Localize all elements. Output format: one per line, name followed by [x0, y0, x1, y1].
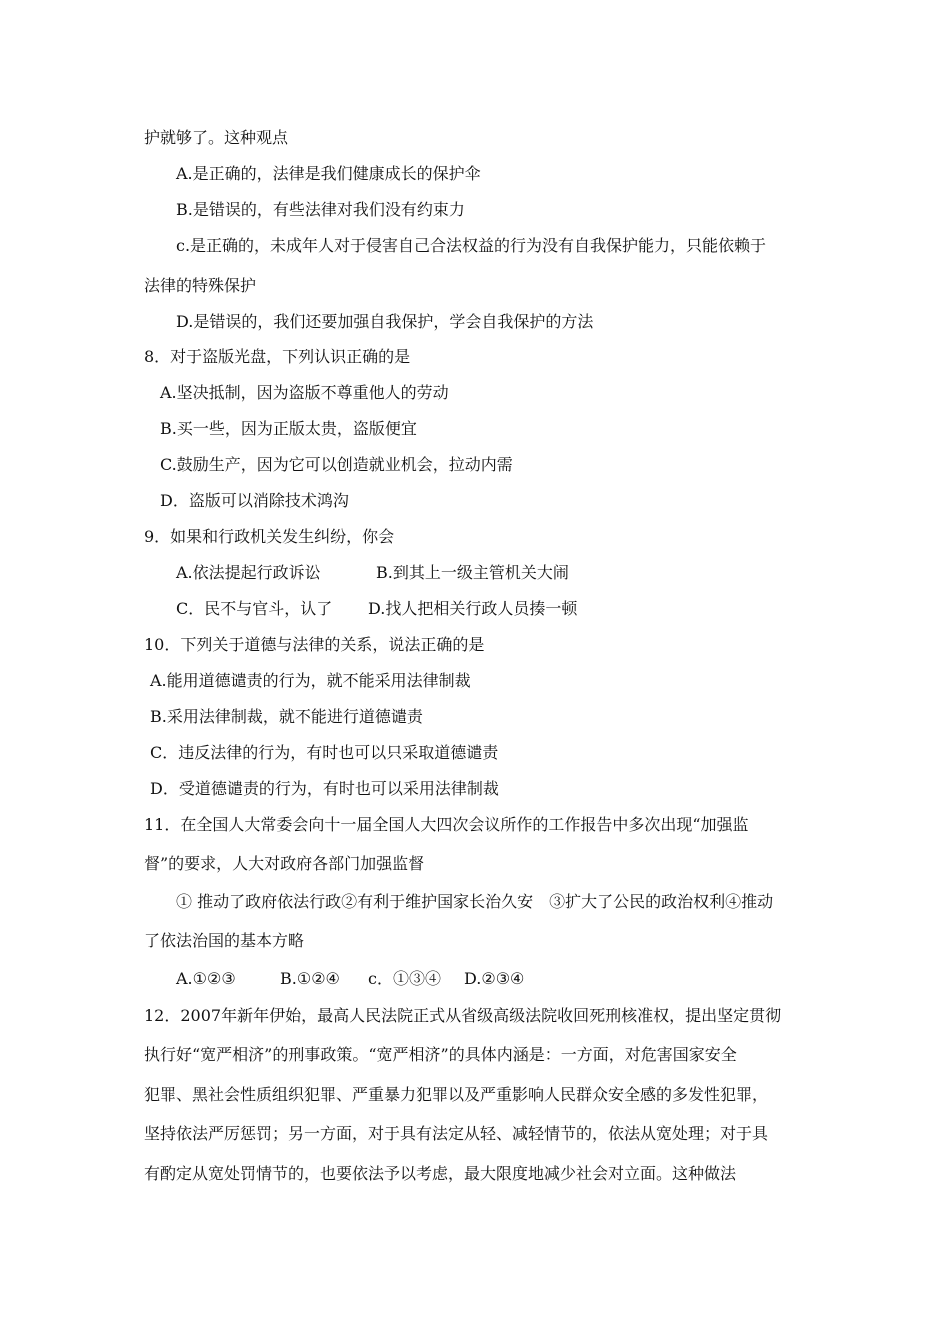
q8-option-a: A.坚决抵制，因为盗版不尊重他人的劳动	[160, 383, 449, 402]
q12-stem-line-3: 犯罪、黑社会性质组织犯罪、严重暴力犯罪以及严重影响人民群众安全感的多发性犯罪，	[144, 1085, 769, 1104]
q7-option-c: c.是正确的，未成年人对于侵害自己合法权益的行为没有自我保护能力，只能依赖于	[176, 236, 767, 255]
q7-option-c-continuation: 法律的特殊保护	[144, 276, 257, 295]
q9-option-c: C．民不与官斗，认了	[176, 599, 333, 618]
q12-stem-line-4: 坚持依法严厉惩罚；另一方面，对于具有法定从轻、减轻情节的，依法从宽处理；对于具	[144, 1124, 769, 1143]
q11-statements-continuation: 了依法治国的基本方略	[144, 931, 305, 950]
q11-option-a: A.①②③	[176, 969, 236, 988]
q11-stem: 11．在全国人大常委会向十一届全国人大四次会议所作的工作报告中多次出现“加强监	[144, 815, 749, 834]
q8-stem: 8．对于盗版光盘，下列认识正确的是	[144, 347, 411, 366]
q10-option-c: C．违反法律的行为，有时也可以只采取道德谴责	[150, 743, 499, 762]
q10-option-b: B.采用法律制裁，就不能进行道德谴责	[150, 707, 423, 726]
q7-stem-continuation: 护就够了。这种观点	[144, 128, 289, 147]
q9-option-b: B.到其上一级主管机关大闹	[376, 563, 569, 582]
q11-option-b: B.①②④	[280, 969, 340, 988]
q12-stem-line-5: 有酌定从宽处罚情节的，也要依法予以考虑，最大限度地减少社会对立面。这种做法	[144, 1164, 737, 1183]
q10-option-a: A.能用道德谴责的行为，就不能采用法律制裁	[150, 671, 471, 690]
q12-stem-line-1: 12．2007年新年伊始，最高人民法院正式从省级高级法院收回死刑核准权，提出坚定贯彻	[144, 1006, 782, 1025]
q8-option-d: D．盗版可以消除技术鸿沟	[160, 491, 349, 510]
q7-option-d: D.是错误的，我们还要加强自我保护，学会自我保护的方法	[176, 312, 594, 331]
q7-option-a: A.是正确的，法律是我们健康成长的保护伞	[176, 164, 481, 183]
q8-option-b: B.买一些，因为正版太贵，盗版便宜	[160, 419, 417, 438]
q11-option-c: c．①③④	[368, 969, 441, 988]
q11-stem-continuation: 督”的要求，人大对政府各部门加强监督	[144, 854, 425, 873]
q9-option-a: A.依法提起行政诉讼	[176, 563, 321, 582]
q8-option-c: C.鼓励生产，因为它可以创造就业机会，拉动内需	[160, 455, 513, 474]
q12-stem-line-2: 执行好“宽严相济”的刑事政策。“宽严相济”的具体内涵是：一方面，对危害国家安全	[144, 1045, 737, 1064]
q11-option-d: D.②③④	[464, 969, 525, 988]
q11-statements: ① 推动了政府依法行政②有利于维护国家长治久安 ③扩大了公民的政治权利④推动	[176, 892, 774, 911]
q9-stem: 9．如果和行政机关发生纠纷，你会	[144, 527, 395, 546]
q10-stem: 10．下列关于道德与法律的关系，说法正确的是	[144, 635, 485, 654]
q10-option-d: D．受道德谴责的行为，有时也可以采用法律制裁	[150, 779, 499, 798]
q9-option-d: D.找人把相关行政人员揍一顿	[368, 599, 578, 618]
q7-option-b: B.是错误的，有些法律对我们没有约束力	[176, 200, 465, 219]
